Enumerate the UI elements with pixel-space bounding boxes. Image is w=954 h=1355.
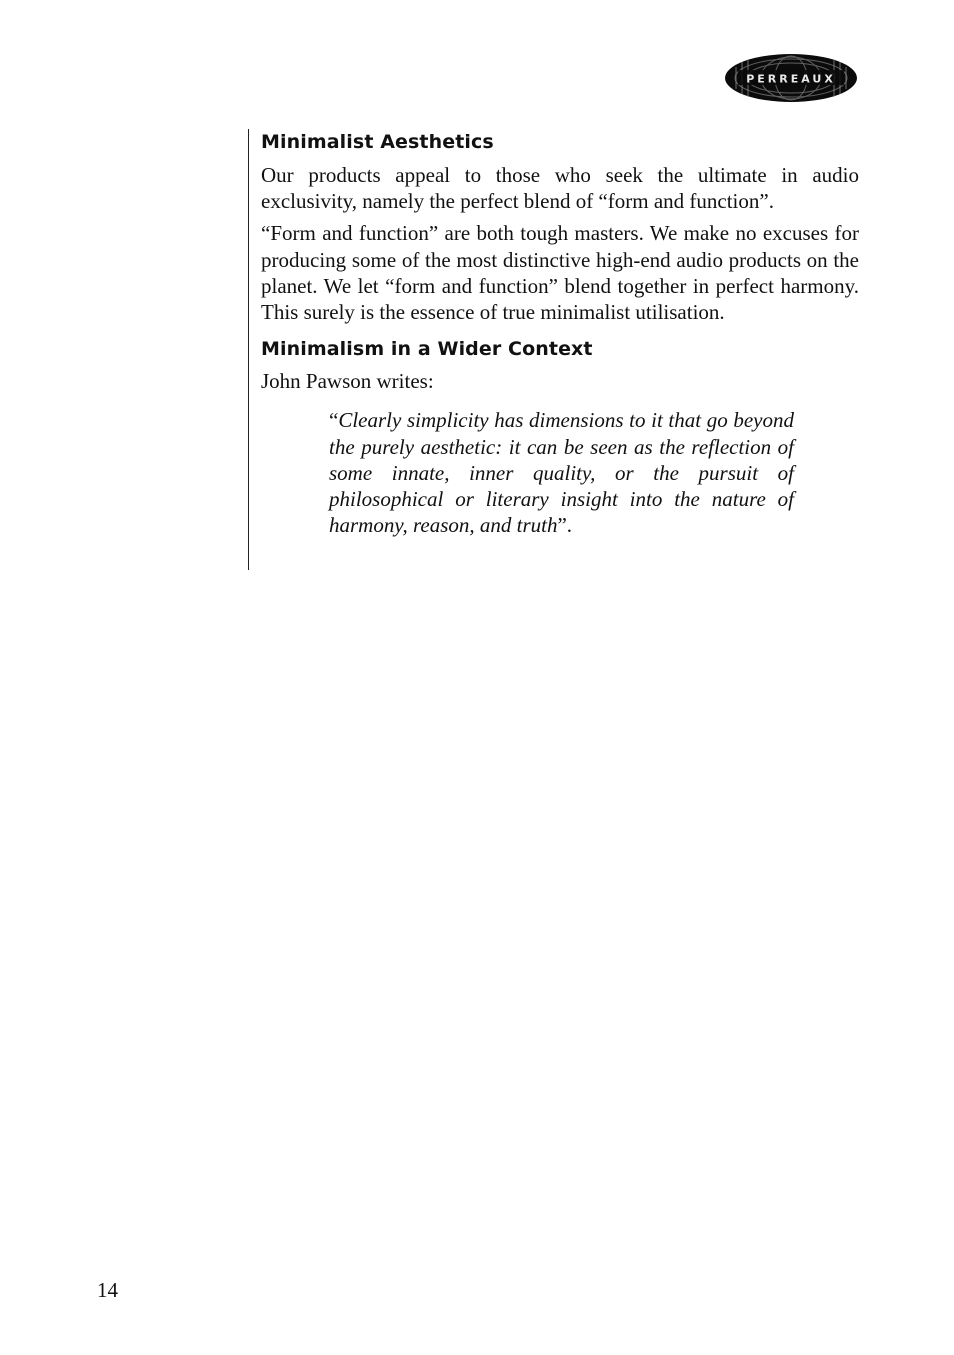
perreaux-logo-graphic	[724, 53, 858, 103]
quote-close-mark: ”.	[557, 513, 573, 538]
main-content	[261, 128, 859, 538]
perreaux-logo	[724, 53, 858, 103]
heading-minimalist-aesthetics: Minimalist Aesthetics	[261, 131, 494, 153]
logo-wordmark: PERREAUX	[746, 72, 836, 86]
quote-open-mark: “	[329, 408, 339, 433]
paragraph-pawson-intro: John Pawson writes:	[261, 369, 434, 394]
paragraph-appeal: Our products appeal to those who seek the ultimate in audio exclusivity, namely the perfect blend of “form and function”.	[261, 163, 859, 214]
quote-text: Clearly simplicity has dimensions to it that go beyond the purely aesthetic: it can be seen as the reflection of some innate, inner quality, or the pursuit of philosophical or literary insight into the nature of harmony, reason, and truth	[329, 408, 794, 538]
margin-rule	[248, 129, 249, 570]
page-number: 14	[97, 1278, 118, 1302]
block-quote	[329, 407, 794, 538]
heading-wider-context: Minimalism in a Wider Context	[261, 338, 593, 361]
paragraph-form-and-function: “Form and function” are both tough masters. We make no excuses for producing some of the most distinctive high-end audio products on the planet. We let “form and function” blend together in perfect harmony. This surely is the essence of true minimalist utilisation.	[261, 221, 859, 325]
